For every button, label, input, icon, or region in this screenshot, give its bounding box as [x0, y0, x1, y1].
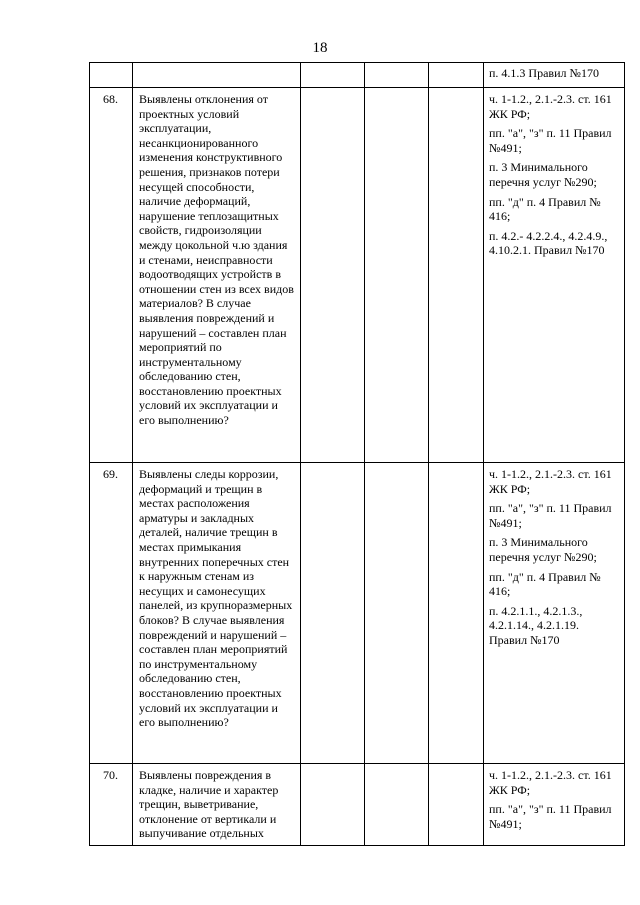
cell-question — [133, 463, 301, 764]
cell-number — [90, 63, 133, 88]
cell-number — [90, 463, 133, 764]
reference-item: ч. 1-1.2., 2.1.-2.3. ст. 161 ЖК РФ; — [489, 467, 612, 496]
cell-number — [90, 88, 133, 463]
table-row — [90, 463, 625, 764]
reference-item: ч. 1-1.2., 2.1.-2.3. ст. 161 ЖК РФ; — [489, 92, 612, 121]
table-row — [90, 88, 625, 463]
reference-text: п. 4.1.3 Правил №170 — [489, 66, 599, 80]
reference-item: пп. "д" п. 4 Правил № 416; — [489, 194, 601, 224]
reference-item: п. 4.2.1.1., 4.2.1.3., 4.2.1.14., 4.2.1.19. Правил №170 — [489, 603, 583, 647]
row-number: 69. — [103, 467, 118, 481]
question-text: Выявлены отклонения от проектных условий эксплуатации, несанкционированного изменения конструктивного решения, признаков потери несущей способности, наличие деформаций, нарушение теплозащитных свойств, гидроизоляции между цокольной ч.ю здания и стенами, неисправности водоотводящих устройств в отношении стен из всех видов материалов? В случае выявления повреждений и нарушений – составлен план мероприятий по инструментальному обследованию стен, восстановлению проектных условий их эксплуатации и его выполнению? — [139, 92, 294, 428]
cell-empty — [365, 88, 429, 463]
page-number: 18 — [312, 40, 328, 56]
reference-item: ч. 1-1.2., 2.1.-2.3. ст. 161 ЖК РФ; — [489, 768, 612, 797]
reference-item: пп. "а", "з" п. 11 Правил №491; — [489, 501, 612, 530]
requirements-table — [89, 62, 625, 846]
table-row — [90, 764, 625, 846]
reference-item: п. 4.2.- 4.2.2.4., 4.2.4.9., 4.10.2.1. Правил №170 — [489, 228, 608, 258]
cell-empty — [301, 764, 365, 846]
question-text: Выявлены следы коррозии, деформаций и трещин в местах расположения арматуры и закладных деталей, наличие трещин в местах примыкания внутренних поперечных стен к наружным стенам из несущих и самонесущих панелей, из крупноразмерных блоков? В случае выявления повреждений и нарушений – составлен план мероприятий по инструментальному обследованию стен, восстановлению проектных условий их эксплуатации и его выполнению? — [139, 467, 293, 730]
cell-question — [133, 88, 301, 463]
reference-item: пп. "а", "з" п. 11 Правил №491; — [489, 802, 612, 831]
cell-empty — [429, 764, 484, 846]
cell-reference — [484, 63, 625, 88]
row-number: 70. — [103, 768, 118, 782]
cell-empty — [301, 88, 365, 463]
cell-question — [133, 63, 301, 88]
row-number: 68. — [103, 92, 118, 106]
cell-references — [484, 764, 625, 846]
question-text: Выявлены повреждения в кладке, наличие и характер трещин, выветривание, отклонение от вертикали и выпучивание отдельных — [139, 768, 279, 841]
cell-question — [133, 764, 301, 846]
reference-item: пп. "д" п. 4 Правил № 416; — [489, 569, 601, 599]
cell-empty — [429, 63, 484, 88]
cell-number — [90, 764, 133, 846]
reference-item: п. 3 Минимального перечня услуг №290; — [489, 160, 597, 189]
cell-empty — [429, 463, 484, 764]
cell-references — [484, 88, 625, 463]
cell-empty — [301, 463, 365, 764]
cell-empty — [365, 63, 429, 88]
table-row-continued — [90, 63, 625, 88]
reference-item: п. 3 Минимального перечня услуг №290; — [489, 535, 597, 564]
cell-empty — [365, 764, 429, 846]
cell-empty — [365, 463, 429, 764]
cell-references — [484, 463, 625, 764]
reference-item: пп. "а", "з" п. 11 Правил №491; — [489, 126, 612, 155]
cell-empty — [301, 63, 365, 88]
cell-empty — [429, 88, 484, 463]
